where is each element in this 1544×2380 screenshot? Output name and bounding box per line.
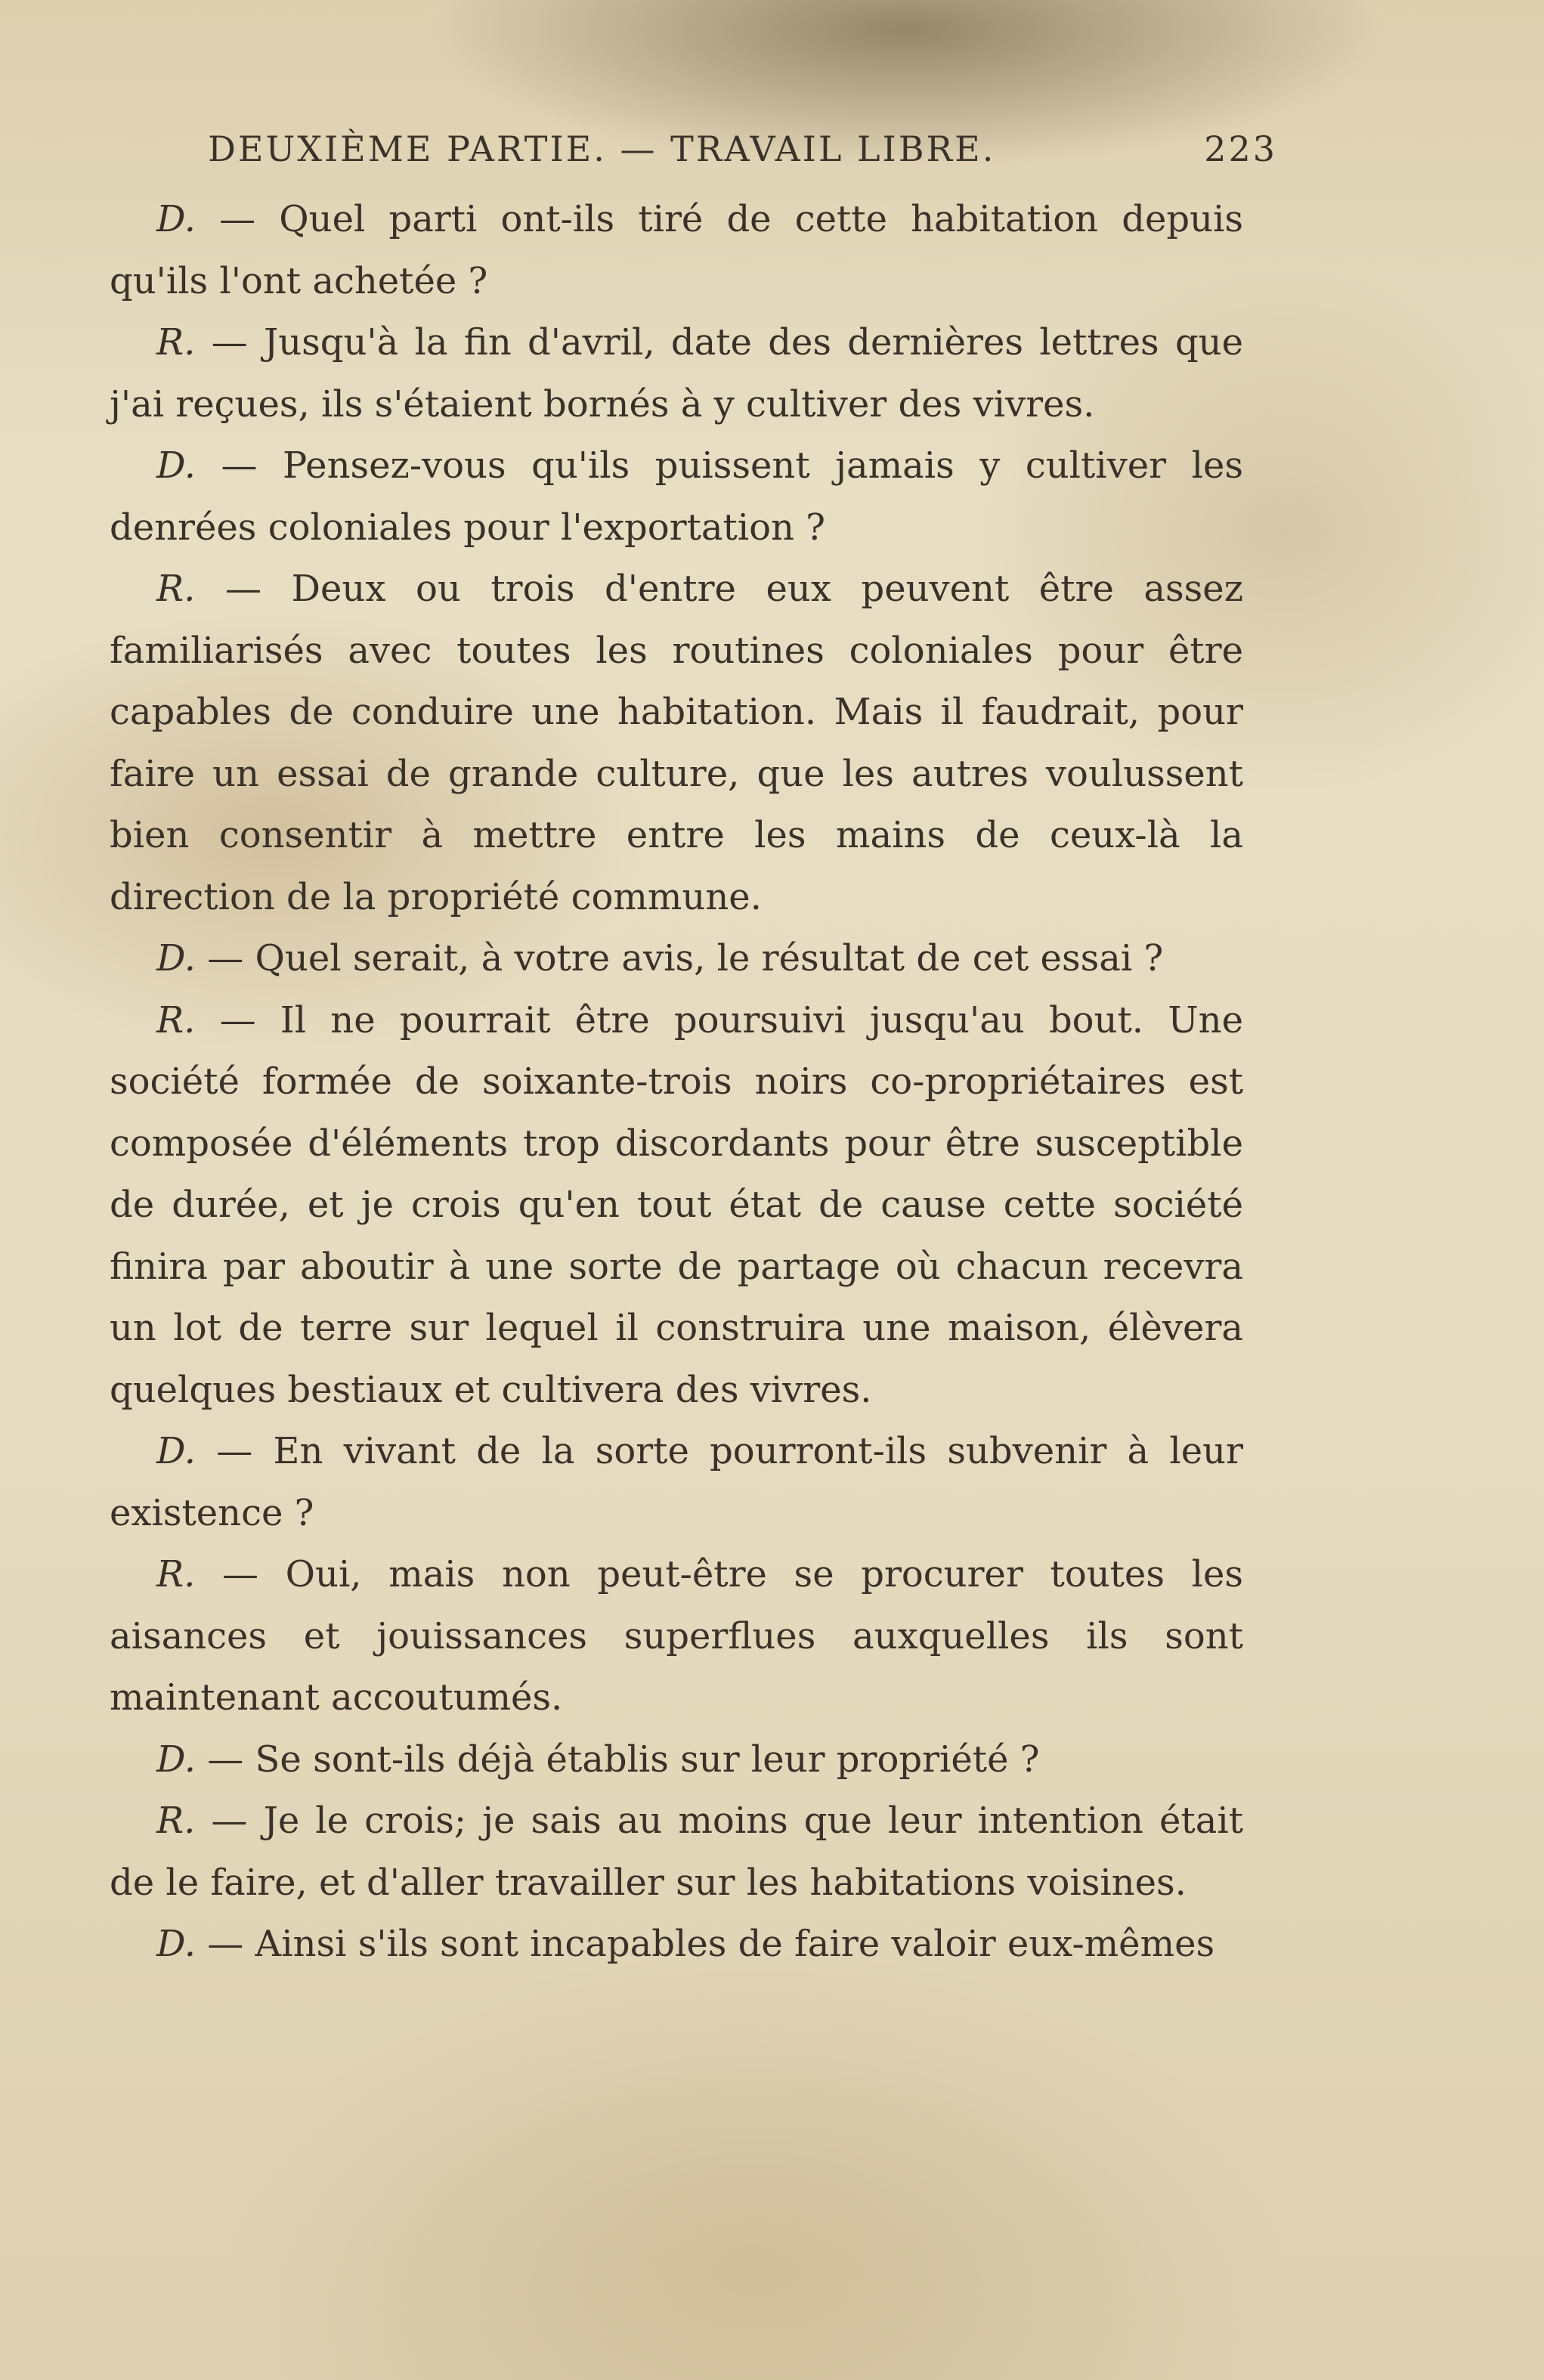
paragraph-text: — Se sont-ils déjà établis sur leur propriété ? (196, 1738, 1040, 1781)
book-page (110, 128, 1277, 1976)
paragraph-text: — Quel parti ont-ils tiré de cette habitation depuis qu'ils l'ont achetée ? (110, 198, 1243, 302)
speaker-label: D. (156, 1430, 196, 1472)
paragraph-text: — Quel serait, à votre avis, le résultat de cet essai ? (196, 937, 1164, 980)
paragraph-text: — Il ne pourrait être poursuivi jusqu'au bout. Une société formée de soixante-trois noirs co-propriétaires est composée d'éléments trop discordants pour être susceptible de durée, et je crois qu'en tout état de cause cette société finira par aboutir à une sorte de partage où chacun recevra un lot de terre sur lequel il construira une maison, élèvera quelques bestiaux et cultivera des vivres. (110, 998, 1243, 1411)
paragraph-text: — Jusqu'à la fin d'avril, date des dernières lettres que j'ai reçues, ils s'étaient bornés à y cultiver des vivres. (110, 321, 1243, 426)
dialogue-paragraph (110, 1914, 1243, 1976)
dialogue-paragraph (110, 1421, 1243, 1544)
speaker-label: R. (156, 568, 196, 610)
speaker-label: R. (156, 1800, 196, 1842)
dialogue-paragraph (110, 435, 1243, 559)
speaker-label: R. (156, 321, 196, 364)
paragraph-text: — En vivant de la sorte pourront-ils subvenir à leur existence ? (110, 1430, 1243, 1534)
dialogue-paragraph (110, 189, 1243, 312)
section-title: DEUXIÈME PARTIE. — TRAVAIL LIBRE. (208, 128, 996, 169)
dialogue-paragraph (110, 312, 1243, 435)
running-head (110, 128, 1277, 189)
dialogue-paragraph (110, 1544, 1243, 1729)
speaker-label: R. (156, 1553, 196, 1595)
speaker-label: D. (156, 937, 196, 980)
dialogue-paragraph (110, 990, 1243, 1422)
paragraph-text: — Ainsi s'ils sont incapables de faire valoir eux-mêmes (196, 1923, 1215, 1965)
paragraph-text: — Deux ou trois d'entre eux peuvent être assez familiarisés avec toutes les routines coloniales pour être capables de conduire une habitation. Mais il faudrait, pour faire un essai de grande culture, que les autres voulussent bien consentir à mettre entre les mains de ceux-là la direction de la propriété commune. (110, 568, 1243, 918)
dialogue-paragraph (110, 559, 1243, 928)
speaker-label: D. (156, 1923, 196, 1965)
speaker-label: D. (156, 198, 196, 240)
dialogue-paragraph (110, 1790, 1243, 1914)
paragraph-text: — Oui, mais non peut-être se procurer toutes les aisances et jouissances superflues auxquelles ils sont maintenant accoutumés. (110, 1553, 1243, 1719)
speaker-label: D. (156, 1738, 196, 1781)
dialogue-paragraph (110, 928, 1243, 990)
speaker-label: R. (156, 998, 196, 1041)
page-number: 223 (1204, 128, 1277, 169)
dialogue-paragraph (110, 1729, 1243, 1791)
speaker-label: D. (156, 444, 196, 487)
paragraph-text: — Pensez-vous qu'ils puissent jamais y cultiver les denrées coloniales pour l'exportation ? (110, 444, 1243, 549)
body-text (110, 189, 1243, 1976)
paragraph-text: — Je le crois; je sais au moins que leur intention était de le faire, et d'aller travailler sur les habitations voisines. (110, 1800, 1243, 1904)
